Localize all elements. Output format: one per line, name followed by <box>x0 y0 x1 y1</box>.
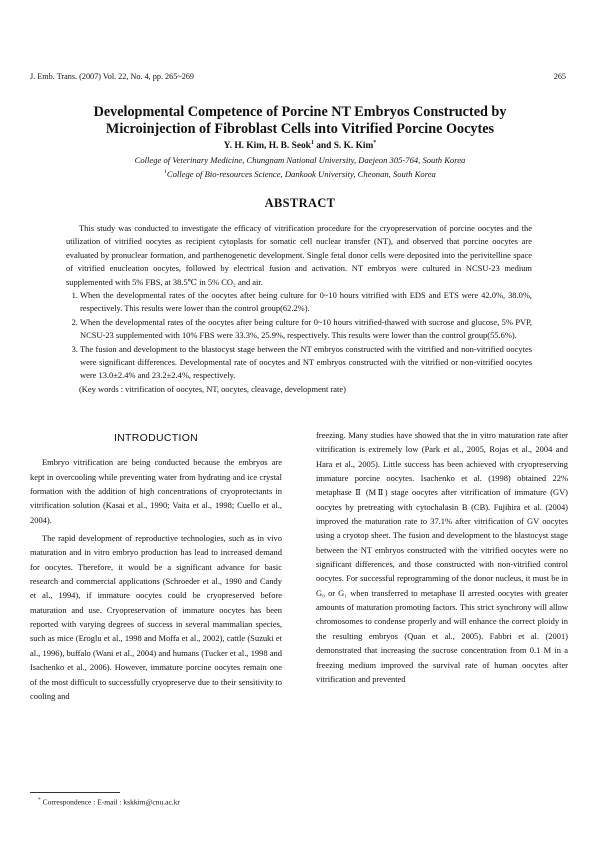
abstract-intro: This study was conducted to investigate the efficacy of vitrification procedure for the cryopreservation of porcine oocytes and the utilization of vitrified oocytes as recipient cytoplasts for somatic cell nuclear transfer (NT), and observed that porcine oocytes are evaluated by pronuclear formation, and parthenogenetic development. Single fetal donor cells were deposited into the perivitelline space of vitrified enucleation oocytes, followed by electrical fusion and activation. NT embryos were cultured in NCSU-23 medium supplemented with 5% FBS, at 38.5℃ in 5% CO₂ and air. <box>66 223 532 287</box>
author-affiliation-mark: 1 <box>310 140 314 146</box>
page-number: 265 <box>553 72 566 81</box>
journal-citation: J. Emb. Trans. (2007) Vol. 22, No. 4, pp. 265~269 <box>30 72 195 81</box>
authors-part-2: and S. K. Kim <box>313 141 374 152</box>
abstract-finding-2: 2. When the developmental rates of the oocytes after being culture for 0~10 hours vitrified-thawed with sucrose and glucose, 5% PVP, NCSU-23 supplemented with 10% FBS were 33.3%, 25.9%, respectively. This results were lower than the control group(55.6%). <box>80 316 532 343</box>
introduction-heading: INTRODUCTION <box>113 432 199 444</box>
author-list <box>0 140 600 151</box>
left-column <box>30 428 282 707</box>
affiliation-1: College of Veterinary Medicine, Chungnam National University, Daejeon 305-764, South Korea <box>134 155 466 165</box>
footnote-divider <box>30 792 120 793</box>
footnote <box>38 797 180 807</box>
title-line-2: Microinjection of Fibroblast Cells into Vitrified Porcine Oocytes <box>105 121 495 137</box>
authors-part-1: Y. H. Kim, H. B. Seok <box>223 141 311 152</box>
right-column <box>316 428 568 690</box>
abstract-keywords: (Key words : vitrification of oocytes, NT, oocytes, cleavage, development rate) <box>79 383 346 394</box>
affiliation-2-row <box>0 167 600 180</box>
intro-paragraph-continued: freezing. Many studies have showed that the in vitro maturation rate after vitrification is extremely low (Park et al., 2005, Rojas et al., 2004 and Hara et al., 2005). Little success has been achieved with cryopreserving immature porcine oocytes. Isachenko et al. (1998) obtained 22% metaphase Ⅱ (MⅡ) stage oocytes after vitrification of immature (GV) oocytes by pretreating with cytochalasin B (CB). Fujihira et al. (2004) improved the maturation rate to 37.1% after vitrification of GV oocytes using a cryotop sheet. The fusion and development to the blastocyst stage between the NT embryos constructed with the vitrified oocytes were no significant differences, and those constructed with non-vitrified control oocytes. For successful reprogramming of the donor nucleus, it must be in G₀ or G₁ when transferred to metaphase II arrested oocytes with greater amounts of maturation promoting factors. This strict synchrony will allow chromosomes to condense properly and will enhance the correct ploidy in the resulting embryos (Quan et al., 2005). Fabbri et al. (2001) demonstrated that increasing the sucrose concentration from 0.1 M in a freezing medium improved the survival rate of human oocytes after vitrification and prevented <box>316 430 568 684</box>
corresponding-author-mark: * <box>373 140 377 146</box>
affiliations <box>0 155 600 180</box>
affiliation-2-mark: 1 <box>164 168 167 175</box>
footnote-mark: * <box>38 797 41 803</box>
paper-title <box>0 104 600 138</box>
abstract-findings-list <box>66 289 532 383</box>
abstract-body <box>66 222 532 396</box>
abstract-finding-1: 1. When the developmental rates of the oocytes after being culture for 0~10 hours vitrified with EDS and ETS were 42.0%, 38.0%, respectively. This results were lower than the control group(62.2%). <box>80 289 532 316</box>
title-line-1: Developmental Competence of Porcine NT Embryos Constructed by <box>93 104 507 120</box>
intro-paragraph-2: The rapid development of reproductive technologies, such as in vivo maturation and in vitro embryo production has lead to increased demand for oocytes. Therefore, it would be a significant advance for basic research and commercial applications (Schroeder et al., 1990 and Candy et al., 1994), if immature oocytes could be cryopreserved before maturation and use. Cryopreservation of immature oocytes has been reported with varying degrees of success in several mammalian species, such as mice (Eroglu et al., 1998 and Moffa et al., 2002), cattle (Suzuki et al., 1996), buffalo (Wani et al., 2004) and humans (Tucker et al., 1998 and Isachenko et al., 2006). However, immature porcine oocytes remain one of the most difficult to successfully cryopreserve due to their sensitivity to cooling and <box>30 533 282 701</box>
intro-paragraph-1: Embryo vitrification are being conducted because the embryos are kept in overcooling while preventing water from hydrating and ice crystal formation with the addition of high concentrations of cryoprotectants in vitrification solution (Kasai et al., 1990; Vaita et al., 1998; Cuello et al., 2004). <box>30 457 282 525</box>
abstract-finding-3: 3. The fusion and development to the blastocyst stage between the NT embryos constructed with the vitrified and non-vitrified oocytes were significant differences. Developmental rate of oocytes and NT embryos constructed with the vitrified or non-vitrified oocytes were 13.0±2.4% and 23.2±2.4%, respectively. <box>80 343 532 383</box>
affiliation-2: College of Bio-resources Science, Dankook University, Cheonan, South Korea <box>166 168 436 179</box>
correspondence-email: Correspondence : E-mail : kskkim@cnu.ac.kr <box>40 797 180 807</box>
abstract-heading: ABSTRACT <box>264 196 336 210</box>
